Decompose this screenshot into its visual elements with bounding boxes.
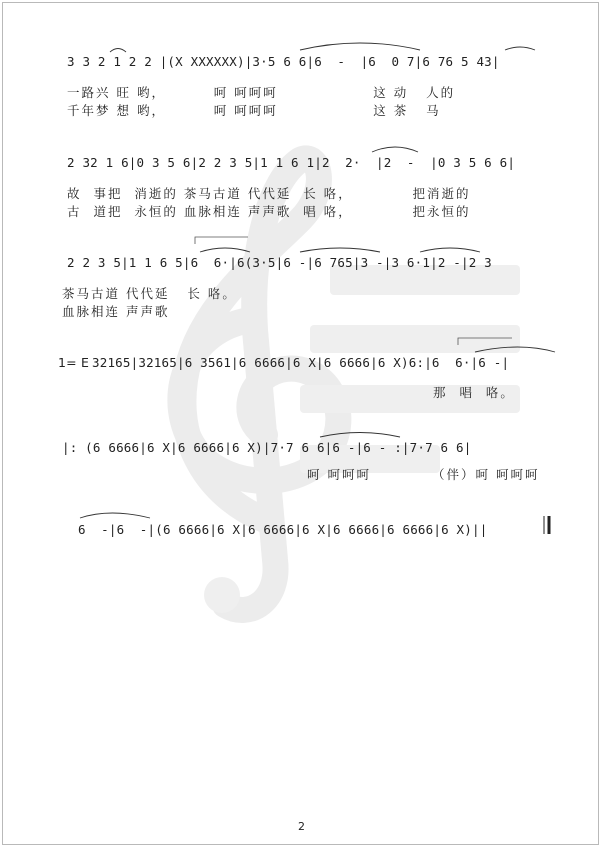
tie-mark (475, 347, 555, 352)
system1-notes: 3 3 2 1 2 2 |(X XXXXXX)|3·5 6 6|6 - |6 0 7|6 76 5 43| (67, 54, 500, 69)
slur-mark (110, 49, 126, 53)
tie-mark (372, 147, 418, 152)
system6-notes: 6 -|6 -|(6 6666|6 X|6 6666|6 X|6 6666|6 6666|6 X)|| (78, 522, 488, 537)
tie-mark (200, 248, 250, 252)
tie-mark (300, 248, 380, 252)
system3-lyric-verse1: 茶马古道 代代延 长 咯。 (62, 286, 237, 301)
system2-lyric-verse1: 故 事把 消逝的 茶马古道 代代延 长 咯， 把消逝的 (67, 186, 471, 201)
tie-mark (80, 513, 150, 518)
system5-lyric-b: （伴）呵 呵呵呵 (432, 467, 540, 482)
volta-bracket-2 (458, 338, 512, 345)
tie-mark (320, 433, 400, 438)
system3-lyric-verse2: 血脉相连 声声歌 (62, 304, 170, 319)
system2-lyric-verse2: 古 道把 永恒的 血脉相连 声声歌 唱 咯， 把永恒的 (67, 204, 471, 219)
volta-bracket-1 (195, 237, 248, 244)
key-signature: 1= E (58, 355, 90, 370)
system5-lyric-a: 呵 呵呵呵 (307, 467, 371, 482)
system2-notes: 2 32 1 6|0 3 5 6|2 2 3 5|1 1 6 1|2 2· |2 - |0 3 5 6 6| (67, 155, 516, 170)
system1-lyric-verse2: 千年梦 想 哟， 呵 呵呵呵 这 茶 马 (67, 103, 441, 118)
system3-notes: 2 2 3 5|1 1 6 5|6 6·|6(3·5|6 -|6 765|3 -|3 6·1|2 -|2 3 (67, 255, 492, 270)
tie-mark (300, 43, 420, 50)
system5-notes: |: (6 6666|6 X|6 6666|6 X)|7·7 6 6|6 -|6 - :|7·7 6 6| (62, 440, 472, 455)
tie-mark (420, 248, 480, 252)
system4-lyric: 那 唱 咯。 (433, 385, 515, 400)
system1-lyric-verse1: 一路兴 旺 哟， 呵 呵呵呵 这 动 人的 (67, 85, 456, 100)
page-number: 2 (298, 820, 305, 833)
slur-mark (505, 47, 535, 50)
system4-notes: 32165|32165|6 3561|6 6666|6 X|6 6666|6 X)6:|6 6·|6 -| (92, 355, 510, 370)
